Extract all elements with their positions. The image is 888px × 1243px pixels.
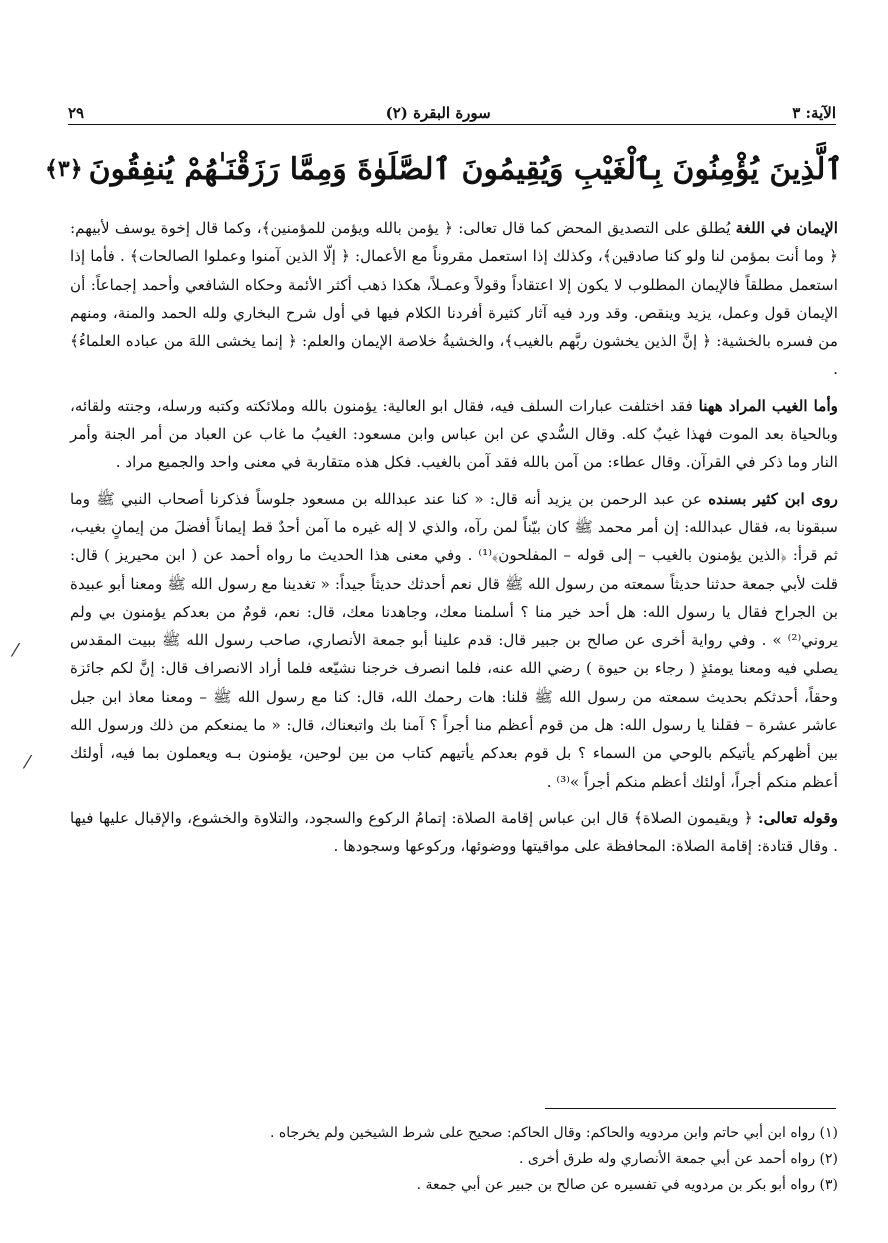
surah-title: (٢) سورة البقرة — [385, 104, 491, 122]
paragraph-heading: الإيمان في اللغة — [735, 219, 838, 237]
commentary-body — [70, 214, 838, 869]
verse-text: ٱلَّذِينَ يُؤْمِنُونَ بِٱلْغَيْبِ وَيُقِيمُونَ ٱلصَّلَوٰةَ وَمِمَّا رَزَقْنَـٰهُمْ يُنفِقُونَ — [88, 151, 844, 187]
paragraph-text: يُطلق على التصديق المحض كما قال تعالى: ﴿ يؤمن بالله ويؤمن للمؤمنين﴾، وكما قال إخوة يوسف لأبيهم: ﴿ وما أنت بمؤمن لنا ولو كنا صادقين﴾، وكذلك إذا استعمل مقروناً مع الأعمال: ﴿ إلّا الذين آمنوا وعملوا الصالحات﴾ . فأما إذا استعمل مطلقاً فالإيمان المطلوب لا يكون إلا اعتقاداً وقولاً وعمـلاً، هكذا ذهب أكثر الأئمة وحكاه الشافعي وأحمد إجماعاً: أن الإيمان قول وعمل، يزيد وينقص. وقد ورد فيه آثار كثيرة أفردنا الكلام فيها في أول شرح البخاري ولله الحمد والمنة، ومنهم من فسره بالخشية: ﴿ إنَّ الذين يخشون ربَّهم بالغيب﴾، والخشيةُ خلاصة الإيمان والعلم: ﴿ إنما يخشى اللهَ من عباده العلماءُ﴾ . — [70, 219, 838, 379]
footnote-item: (٢) رواه أحمد عن أبي جمعة الأنصاري وله طرق أخرى . — [518, 1151, 838, 1167]
footnote-divider — [545, 1108, 836, 1109]
header-divider — [68, 124, 836, 125]
paragraph-heading: وقوله تعالى: — [758, 808, 838, 827]
verse-number-marker: ﴿٣﴾ — [44, 156, 83, 182]
ayah-label: الآية: ٣ — [792, 104, 836, 122]
paragraph-text: عن عبد الرحمن بن يزيد أنه قال: « كنا عند عبدالله بن مسعود جلوساً فذكرنا أصحاب النبي ﷺ وما سبقونا به، فقال عبدالله: إن أمر محمد ﷺ كان بيّناً لمن رآه، والذي لا إله غيره ما آمن أحدٌ قط إيماناً أفضلَ من إيمانٍ بغيب، ثم قرأ: ﴿الذين يؤمنون بالغيب – إلى قوله – المفلحون﴾⁽¹⁾ . وفي معنى هذا الحديث ما رواه أحمد عن ( ابن محيريز ) قال: قلت لأبي جمعة حدثنا حديثاً سمعته من رسول الله ﷺ قال نعم أحدثك حديثاً جيداً: « تغدينا مع رسول الله ﷺ ومعنا أبو عبيدة بن الجراح فقال يا رسول الله: هل أحد خير منا ؟ أسلمنا معك، وجاهدنا معك، قال: نعم، قومٌ من بعدكم يؤمنون بي ولم يروني⁽²⁾ » . وفي رواية أخرى عن صالح بن جبير قال: قدم علينا أبو جمعة الأنصاري، صاحب رسول الله ﷺ ببيت المقدس يصلي فيه ومعنا يومئذٍ ( رجاء بن حيوة ) رضي الله عنه، فلما انصرف خرجنا نشيّعه فلما أراد الانصراف قال: إنَّ لكم جائزة وحقاً، أحدثكم بحديث سمعته من رسول الله ﷺ قلنا: هات رحمك الله، قال: كنا مع رسول الله ﷺ – ومعنا معاذ ابن جبل عاشر عشرة – فقلنا يا رسول الله: هل من قوم أعظم منا أجراً ؟ آمنا بك واتبعناك، قال: « ما يمنعكم من ذلك ورسول الله بين أظهركم يأتيكم بالوحي من السماء ؟ بل قوم بعدكم يأتيهم كتاب من بين لوحين، يؤمنون بـه ويعملون بما فيه، أولئك أعظم منكم أجراً، أولئك أعظم منكم أجراً »⁽³⁾ . — [70, 489, 839, 791]
margin-pencil-mark: ⁄ — [26, 752, 30, 773]
page-header — [68, 98, 836, 122]
paragraph-text: ﴿ ويقيمون الصلاة﴾ قال ابن عباس إقامة الصلاة: إتمامُ الركوع والسجود، والتلاوة والخشوع، والإقبال عليها فيها . وقال قتادة: إقامة الصلاة: المحافظة على مواقيتها ووضوئها، وركوعها وسجودها . — [70, 808, 838, 856]
paragraph-iman — [70, 214, 838, 384]
margin-pencil-mark: ⁄ — [14, 640, 18, 661]
paragraph-heading: وأما الغيب المراد ههنا — [698, 396, 838, 415]
footnotes — [120, 1120, 838, 1198]
paragraph-heading: روى ابن كثير بسنده — [708, 489, 838, 508]
paragraph-ibn-kathir — [70, 485, 838, 796]
page-number: ٢٩ — [68, 104, 85, 122]
paragraph-salah — [70, 804, 838, 861]
footnote-item: (٣) رواه أبو بكر بن مردويه في تفسيره عن صالح بن جبير عن أبي جمعة . — [416, 1177, 838, 1193]
quran-verse — [44, 140, 844, 198]
paragraph-ghayb — [70, 392, 838, 477]
footnote-item: (١) رواه ابن أبي حاتم وابن مردويه والحاكم: وقال الحاكم: صحيح على شرط الشيخين ولم يخرجاه . — [270, 1125, 838, 1141]
paragraph-text: فقد اختلفت عبارات السلف فيه، فقال ابو العالية: يؤمنون بالله وملائكته وكتبه ورسله، وجنته ولقائه، وبالحياة بعد الموت فهذا غيبٌ كله. وقال السُّدي عن ابن عباس وابن مسعود: الغيبُ ما غاب عن العباد من أمر الجنة وأمر النار وما ذكر في القرآن. وقال عطاء: من آمن بالله فقد آمن بالغيب. فكل هذه متقاربة في معنى واحد والجميع مراد . — [70, 396, 838, 472]
